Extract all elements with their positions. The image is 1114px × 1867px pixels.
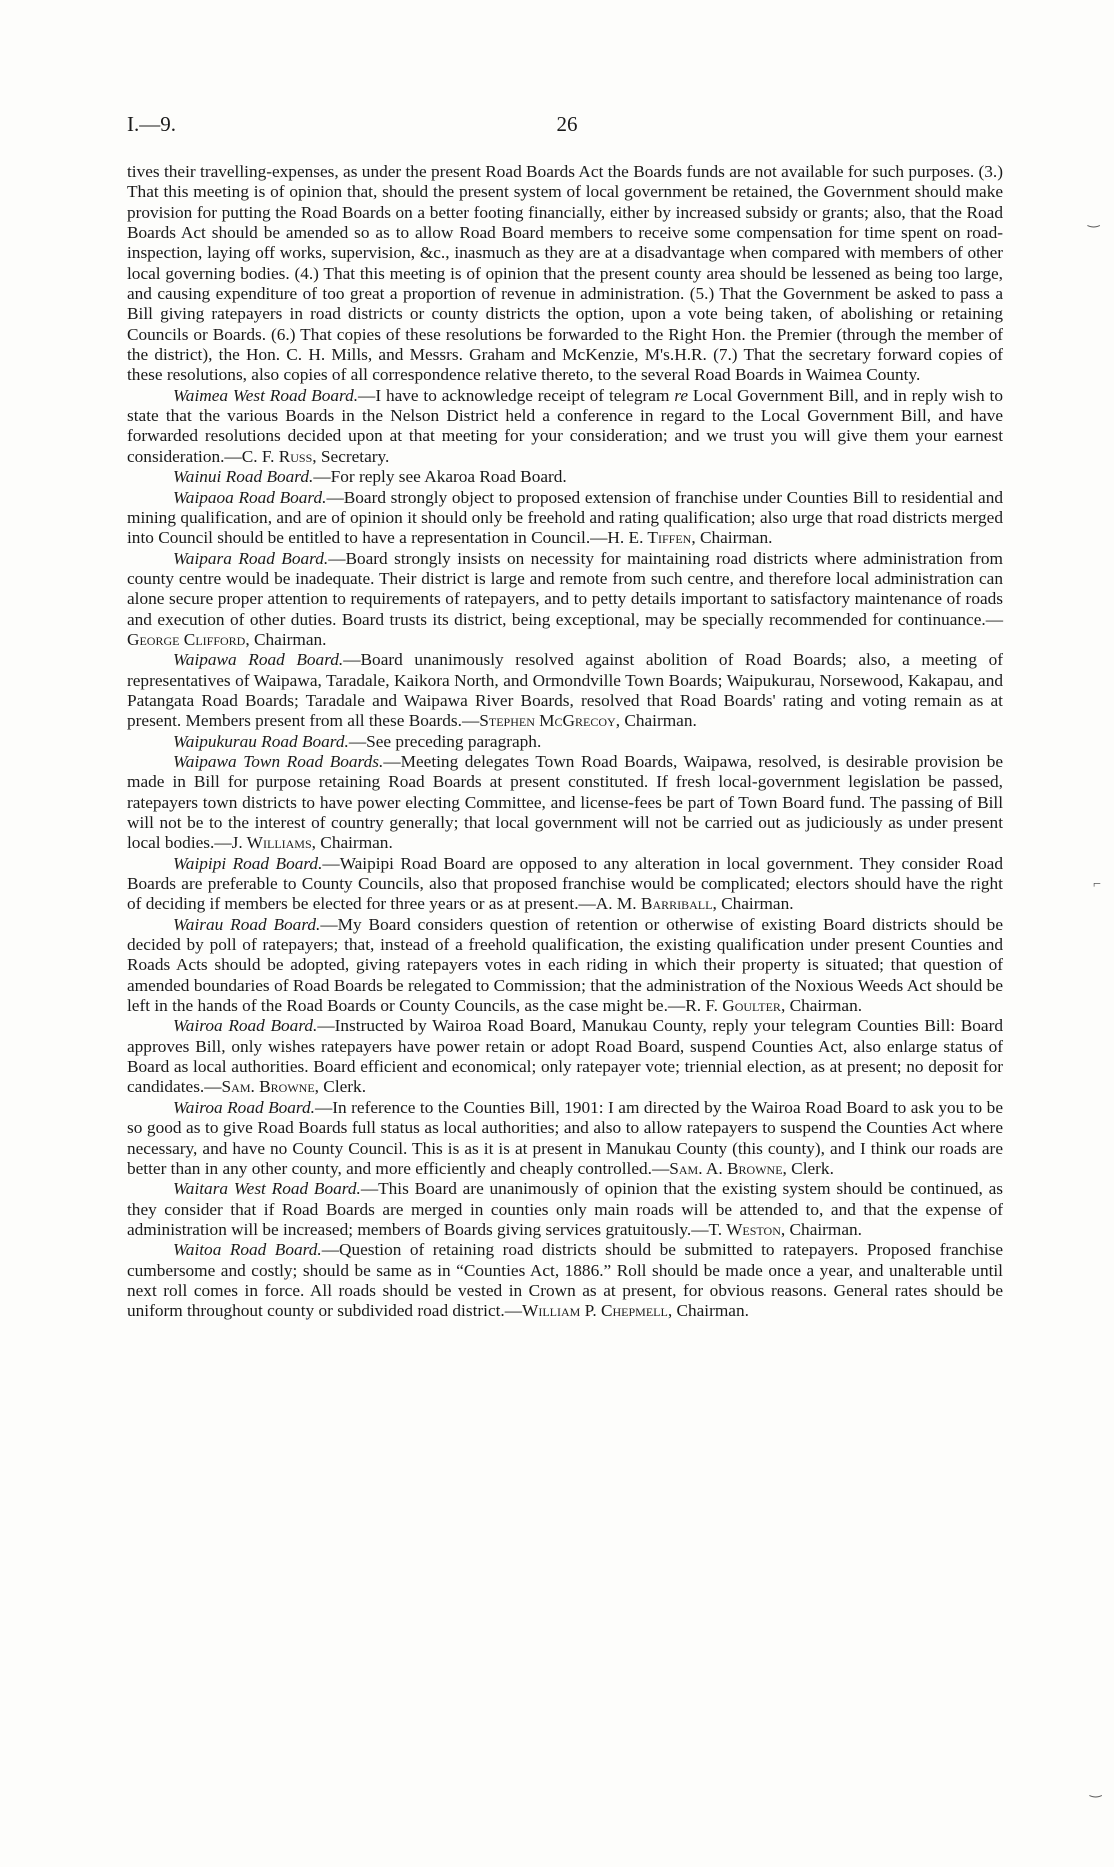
- signatory-role: , Chairman.: [780, 996, 863, 1016]
- entry-text: —Board strongly object to proposed extension of franchise under Counties Bill to residential and mining qualification, and are of opinion it should only be freehold and rating qualification; also urge that road districts merged into Council should be entitled to have a representation in Council.—: [127, 487, 1003, 548]
- entry-wairoa-2: [127, 1098, 1003, 1179]
- entry-text: —Waipipi Road Board are opposed to any alteration in local government. They consider Road Boards are preferable to County Councils, also that proposed franchise would be complicated; electors should have the right of deciding if members be elected for three years or as at present.—: [127, 853, 1003, 914]
- entry-title: Waitoa Road Board.: [173, 1240, 322, 1260]
- running-head: [127, 112, 1007, 142]
- entry-title: Waipaoa Road Board.: [173, 487, 327, 507]
- entry-waitoa: [127, 1240, 1003, 1321]
- entry-wairau: [127, 915, 1003, 1017]
- entry-title: Wairoa Road Board.: [173, 1097, 315, 1117]
- entry-text: —My Board considers question of retention or otherwise of existing Board districts should be decided by poll of ratepayers; that, instead of a freehold qualification, the existing qualification under present Counties and Roads Acts should be adopted, giving ratepayers votes in each riding in which their property is situated; that question of amended boundaries of Road Boards be relegated to Commission; that the administration of the Noxious Weeds Act should be left in the hands of the Road Boards or County Councils, as the case might be.—: [127, 914, 1003, 1016]
- entry-waipawa: [127, 650, 1003, 731]
- signatory-role: , Chairman.: [311, 833, 393, 853]
- entry-title: Wainui Road Board.: [173, 467, 314, 487]
- entry-title: Wairau Road Board.: [173, 914, 321, 934]
- signatory-role: , Chairman.: [691, 528, 773, 548]
- signatory-name: Stephen McGrecoy: [479, 711, 616, 731]
- signatory-name: George Clifford: [127, 629, 246, 649]
- margin-mark: ⌐: [1093, 877, 1101, 892]
- entry-title: Waipipi Road Board.: [173, 853, 323, 873]
- signatory-name: H. E. Tiffen: [607, 528, 692, 548]
- margin-mark: ‿: [1088, 213, 1100, 228]
- signatory-role: , Clerk.: [314, 1077, 367, 1097]
- signatory-role: , Clerk.: [782, 1158, 834, 1178]
- entry-title: Waipawa Road Board.: [173, 650, 344, 670]
- document-reference: I.—9.: [127, 112, 176, 136]
- signatory-role: , Chairman.: [780, 1219, 862, 1239]
- entry-waimea-west: [127, 386, 1003, 467]
- entry-wairoa-1: [127, 1016, 1003, 1097]
- entry-text: —See preceding paragraph.: [348, 731, 542, 751]
- signatory-name: T. Weston: [708, 1219, 781, 1239]
- entry-text: —Board strongly insists on necessity for maintaining road districts where administration from county centre would be inadequate. Their district is large and remote from such centre, and therefore local administration can alone secure proper attention to requirements of ratepayers, and to petty details important to satisfactory maintenance of roads and execution of other duties. Board trusts its district, being exceptional, may be specially recommended for continuance.—: [127, 548, 1004, 629]
- signatory-name: Sam. A. Browne: [669, 1158, 783, 1178]
- entry-text: —Question of retaining road districts should be submitted to ratepayers. Proposed franchise cumbersome and costly; should be same as in “Counties Act, 1886.” Roll should be made once a year, and unalterable until next roll comes in force. All roads should be vested in Crown as at present, for obvious reasons. General rates should be uniform throughout county or subdivided road district.—: [127, 1240, 1003, 1321]
- entry-waipipi: [127, 854, 1003, 915]
- entry-text: —For reply see Akaroa Road Board.: [313, 467, 567, 487]
- signatory-role: , Chairman.: [712, 894, 794, 914]
- entry-text-italic: re: [674, 385, 689, 405]
- page-number: 26: [556, 112, 578, 136]
- signatory-name: William P. Chepmell: [522, 1301, 668, 1321]
- entry-title: Waipukurau Road Board.: [173, 731, 349, 751]
- signatory-name: Sam. Browne: [221, 1077, 315, 1097]
- entry-text: —In reference to the Counties Bill, 1901: I am directed by the Wairoa Road Board to ask you to be so good as to give Road Boards full status as local authorities; and also to allow ratepayers to suspend the Counties Act where necessary, and have no County Council. This is as it is at present in Manukau County (this county), and I think our roads are better than in any other county, and more efficiently and cheaply controlled.—: [127, 1097, 1003, 1178]
- entry-text: —Meeting delegates Town Road Boards, Waipawa, resolved, is desirable provision be made in Bill for purpose retaining Road Boards at present constituted. If fresh local-government legislation be passed, ratepayers town districts to have power electing Committee, and license-fees be part of Town Board fund. The passing of Bill will not be to the interest of country generally; that local government will not be carried out as judiciously as under present local bodies.—: [127, 751, 1004, 853]
- entry-title: Wairoa Road Board.: [173, 1016, 318, 1036]
- entry-waipaoa: [127, 488, 1003, 549]
- entry-wainui: [127, 467, 1003, 487]
- entry-waipukurau: [127, 732, 1003, 752]
- entry-text: —This Board are unanimously of opinion that the existing system should be continued, as they consider that if Road Boards are merged in counties only main roads will be attended to, and that the expense of administration will be increased; members of Boards giving services gratuitously.—: [127, 1179, 1003, 1239]
- signatory-name: C. F. Russ: [241, 446, 313, 466]
- margin-mark: ‿: [1090, 1783, 1102, 1798]
- entry-waitara-west: [127, 1179, 1003, 1240]
- entry-text: —I have to acknowledge receipt of telegram: [358, 385, 675, 405]
- entry-text: Local Government Bill, and in reply wish to state that the various Boards in the Nelson District held a conference in regard to the Local Government Bill, and have forwarded resolutions decided upon at that meeting for your consideration; and we trust you will give them your earnest consideration.—: [127, 385, 1003, 466]
- body-text: [127, 162, 1003, 1322]
- entry-title: Waipara Road Board.: [173, 548, 329, 568]
- entry-waipara: [127, 549, 1003, 651]
- entry-title: Waipawa Town Road Boards.: [173, 751, 384, 771]
- signatory-name: R. F. Goulter: [685, 996, 781, 1016]
- entry-title: Waitara West Road Board.: [173, 1179, 361, 1199]
- entry-waipawa-town: [127, 752, 1003, 854]
- signatory-role: , Chairman.: [667, 1301, 749, 1321]
- entry-text: —Instructed by Wairoa Road Board, Manukau County, reply your telegram Counties Bill: Board approves Bill, only wishes ratepayers have power retain or adopt Road Board, suspend Counties Act, also enlarge status of Board as local authorities. Board efficient and economical; only ratepayer vote; triennial election, as at present; no deposit for candidates.—: [127, 1016, 1003, 1097]
- signatory-name: A. M. Barriball: [595, 894, 713, 914]
- signatory-role: , Chairman.: [245, 629, 327, 649]
- continued-paragraph: tives their travelling-expenses, as under the present Road Boards Act the Boards funds are not available for such purposes. (3.) That this meeting is of opinion that, should the present system of local government be retained, the Government should make provision for putting the Road Boards on a better footing financially, either by increased subsidy or grants; also, that the Road Boards Act should be amended so as to allow Road Board members to receive some compensation for time spent on road-inspection, laying off works, supervision, &c., inasmuch as they are at a disadvantage when compared with members of other local governing bodies. (4.) That this meeting is of opinion that the present county area should be lessened as being too large, and causing expenditure of too great a proportion of revenue in administration. (5.) That the Government be asked to pass a Bill giving ratepayers in road districts or county districts the option, upon a vote being taken, of abolishing or retaining Councils or Boards. (6.) That copies of these resolutions be forwarded to the Right Hon. the Premier (through the member of the district), the Hon. C. H. Mills, and Messrs. Graham and McKenzie, M's.H.R. (7.) That the secretary forward copies of these resolutions, also copies of all correspondence relative thereto, to the several Road Boards in Waimea County.: [127, 162, 1003, 385]
- signatory-name: J. Williams: [231, 833, 312, 853]
- entry-title: Waimea West Road Board.: [173, 385, 359, 405]
- entry-text: —Board unanimously resolved against abolition of Road Boards; also, a meeting of representatives of Waipawa, Taradale, Kaikora North, and Ormondville Town Boards; Waipukurau, Norsewood, Kakapau, and Patangata Road Boards; Taradale and Waipawa River Boards, resolved that Road Boards' rating and voting remain as at present. Members present from all these Boards.—: [127, 650, 1003, 731]
- signatory-role: , Chairman.: [615, 711, 697, 731]
- signatory-role: , Secretary.: [312, 446, 390, 466]
